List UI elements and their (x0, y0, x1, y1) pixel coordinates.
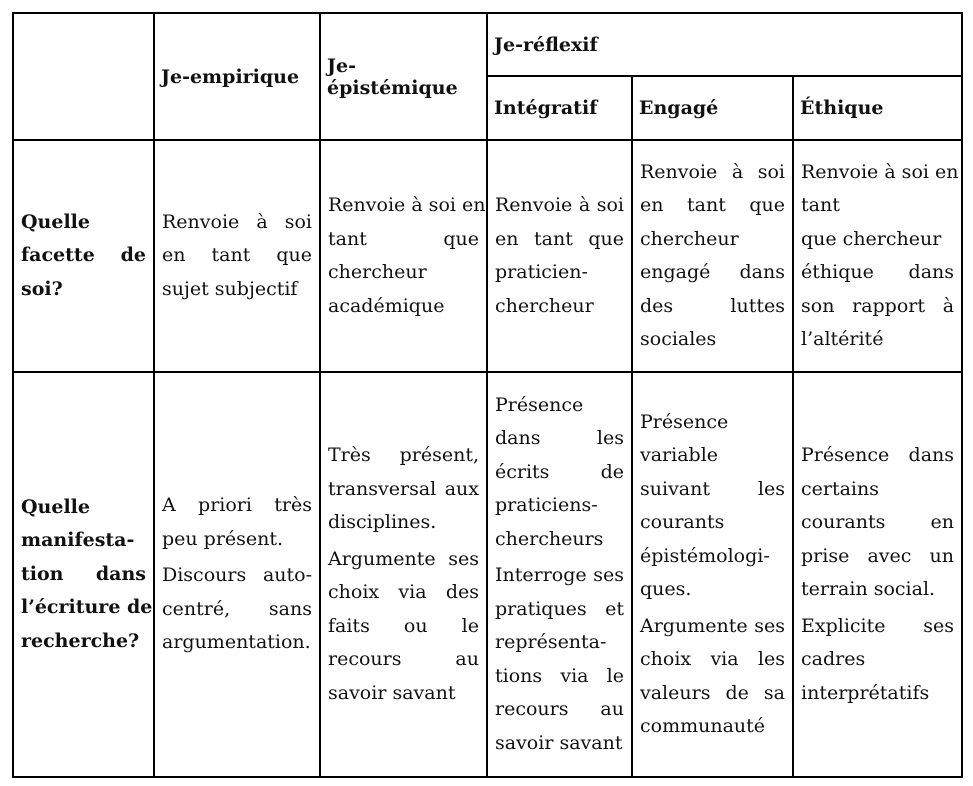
cell-empirique-manifestation (154, 372, 320, 777)
text-line: transversal aux (328, 477, 479, 500)
text-line: Présence dans (801, 444, 955, 466)
text-line: Argumente ses (640, 614, 785, 637)
text-line: l’altérité (801, 328, 884, 350)
text-line: représenta- (495, 631, 607, 654)
cell-text (801, 156, 959, 357)
cell-paragraph (162, 489, 312, 556)
cell-text (640, 156, 785, 357)
text-line: éthique dans (801, 261, 955, 283)
text-line: Explicite ses (801, 614, 955, 637)
header-ethique: Éthique (793, 76, 962, 140)
text-line: disciplines. (328, 511, 437, 533)
cell-paragraph (495, 389, 624, 557)
text-line: courants en (801, 511, 955, 533)
text-line: A priori très (162, 494, 312, 517)
text-line: Renvoie à soi (495, 194, 624, 216)
cell-integratif-manifestation (487, 372, 632, 777)
text-line: tions via le (495, 664, 624, 687)
text-line: en tant que (495, 227, 624, 250)
cell-paragraph (328, 543, 479, 711)
text-line: recours au (328, 648, 479, 670)
text-line: écrits de (495, 460, 624, 483)
cell-epistemique-facette (320, 140, 487, 372)
cell-paragraph (801, 439, 954, 607)
cell-paragraph (162, 559, 312, 660)
text-line: recours au (495, 698, 624, 721)
text-line: choix via des (328, 581, 479, 603)
text-line: en tant que (162, 244, 312, 267)
text-line: pratiques et (495, 597, 624, 620)
text-line: chercheur (328, 261, 427, 283)
text-line: certains (801, 477, 879, 500)
cell-paragraph (328, 439, 479, 540)
cell-engage-manifestation (632, 372, 793, 777)
text-line: praticien- (495, 261, 588, 283)
cell-paragraph (640, 610, 785, 744)
cell-paragraph (495, 559, 624, 760)
text-line: manifesta- (21, 529, 135, 552)
cell-epistemique-manifestation (320, 372, 487, 777)
comparison-table (12, 12, 963, 778)
cell-paragraph (801, 610, 954, 711)
cell-text (328, 189, 486, 323)
text-line: cadres (801, 648, 866, 670)
text-line: Renvoie à soi en (328, 194, 486, 216)
header-integratif: Intégratif (487, 76, 632, 140)
text-line: Présence (640, 410, 729, 433)
header-je-reflexif: Je-réflexif (487, 13, 962, 76)
corner-cell (13, 13, 154, 140)
text-line: chercheur (640, 227, 739, 250)
text-line: sujet subjectif (162, 277, 298, 300)
header-je-empirique: Je-empirique (154, 13, 320, 140)
text-line: Renvoie à soi (640, 160, 785, 183)
text-line: Quelle (21, 495, 90, 518)
text-line: l’écriture de (21, 596, 153, 619)
text-line: Renvoie à soi en (801, 160, 959, 183)
text-line: Renvoie à soi (162, 210, 312, 233)
cell-engage-facette (632, 140, 793, 372)
text-line: engagé dans (640, 261, 785, 283)
cell-text (162, 206, 312, 307)
cell-empirique-facette (154, 140, 320, 372)
text-line: chercheurs (495, 527, 604, 550)
text-line: tant (801, 194, 840, 216)
text-line: sociales (640, 328, 717, 350)
text-line: Présence (495, 393, 584, 416)
text-line: facette de (21, 244, 146, 267)
text-line: savoir savant (328, 681, 456, 704)
text-line: son rapport à (801, 294, 955, 317)
row-label-manifestation (13, 372, 154, 777)
text-line: des luttes (640, 294, 785, 317)
header-je-epistemique: Je-épistémique (320, 13, 487, 140)
row-label-facette (13, 140, 154, 372)
text-line: courants (640, 511, 725, 533)
text-line: Interroge ses (495, 564, 624, 587)
cell-paragraph (640, 406, 785, 607)
text-line: Argumente ses (328, 547, 479, 570)
row-label-text (21, 491, 153, 659)
text-line: tant que (328, 227, 479, 250)
text-line: chercheur (495, 294, 594, 317)
text-line: terrain social. (801, 578, 936, 600)
text-line: prise avec un (801, 544, 955, 567)
row-label-text (21, 206, 146, 307)
text-line: recherche? (21, 629, 140, 652)
text-line: épistémologi- (640, 544, 770, 567)
header-engage: Engagé (632, 76, 793, 140)
text-line: praticiens- (495, 494, 598, 517)
text-line: soi? (21, 277, 63, 300)
text-line: peu présent. (162, 527, 284, 550)
text-line: communauté (640, 715, 766, 737)
cell-text (495, 189, 624, 323)
text-line: interprétatifs (801, 681, 930, 704)
text-line: valeurs de sa (640, 681, 785, 704)
text-line: académique (328, 294, 445, 317)
cell-ethique-facette (793, 140, 962, 372)
text-line: tion dans (21, 562, 146, 585)
text-line: variable (640, 444, 719, 466)
cell-ethique-manifestation (793, 372, 962, 777)
text-line: Très présent, (328, 444, 479, 466)
cell-integratif-facette (487, 140, 632, 372)
text-line: argumentation. (162, 631, 311, 654)
text-line: Quelle (21, 210, 90, 233)
text-line: Discours auto- (162, 564, 312, 587)
text-line: que chercheur (801, 227, 942, 250)
text-line: ques. (640, 578, 692, 600)
text-line: choix via les (640, 648, 785, 670)
text-line: en tant que (640, 194, 785, 216)
text-line: savoir savant (495, 731, 623, 754)
text-line: faits ou le (328, 614, 479, 637)
text-line: centré, sans (162, 597, 312, 620)
text-line: suivant les (640, 477, 785, 500)
text-line: dans les (495, 427, 624, 450)
